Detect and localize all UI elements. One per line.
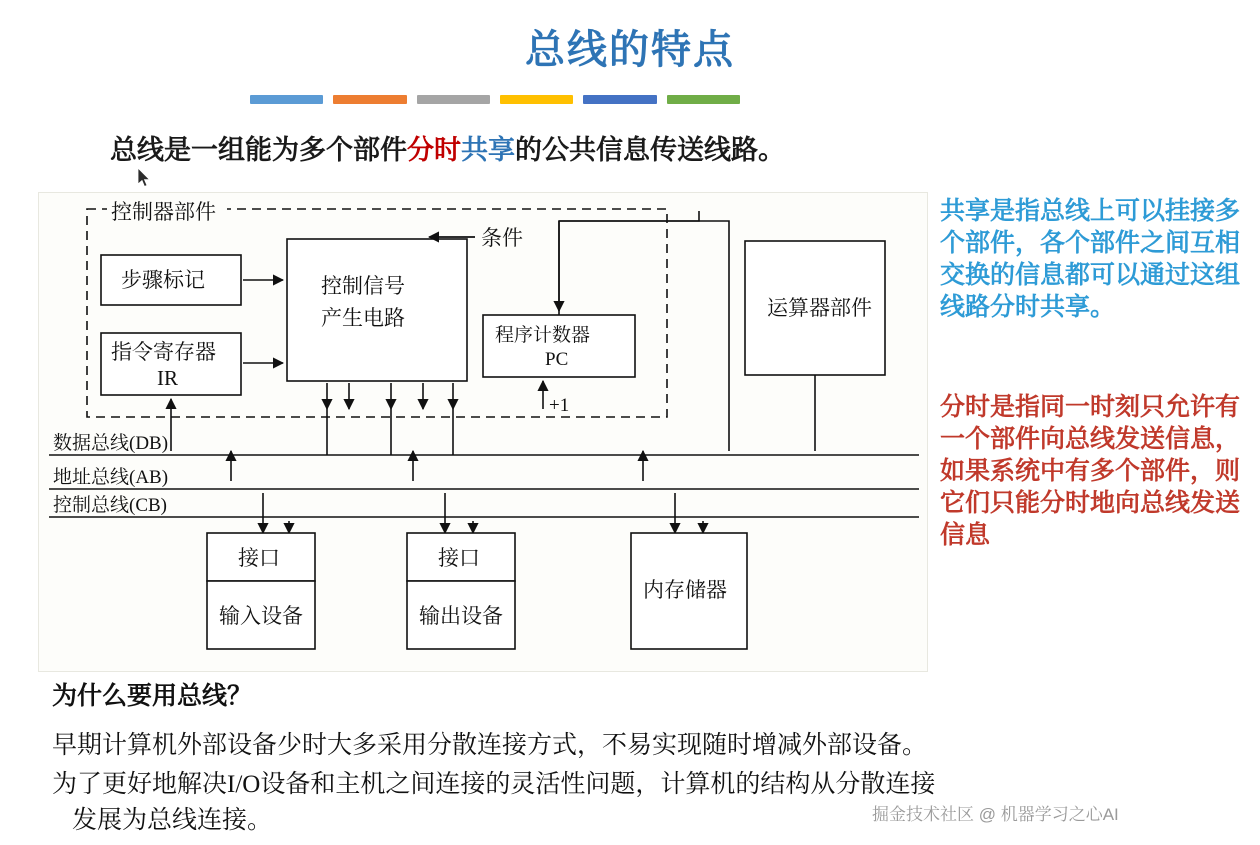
note-timeshare: 分时是指同一时刻只允许有一个部件向总线发送信息，如果系统中有多个部件，则它们只能分时地向总线发送信息 — [940, 394, 1241, 549]
mouse-cursor-icon — [138, 168, 152, 188]
lead-highlight-share: 共享 — [461, 135, 515, 165]
rule-bar-4 — [500, 95, 573, 104]
rule-bar-5 — [583, 95, 656, 104]
page-title: 总线的特点 — [525, 27, 735, 72]
box-step-marker-label: 步骤标记 — [121, 268, 205, 292]
box-input-device-label: 输入设备 — [219, 604, 303, 628]
lead-part1: 总线是一组能为多个部件 — [110, 135, 407, 165]
box-program-counter-label1: 程序计数器 — [495, 325, 591, 346]
box-control-signal-label1: 控制信号 — [321, 274, 405, 298]
note-share: 共享是指总线上可以挂接多个部件，各个部件之间互相交换的信息都可以通过这组线路分时共享。 — [940, 198, 1241, 321]
rule-bar-1 — [250, 95, 323, 104]
line-pc-feedback — [559, 211, 699, 315]
lead-highlight-timeshare: 分时 — [407, 135, 461, 165]
annotation-condition: 条件 — [481, 226, 523, 250]
box-control-signal-label2: 产生电路 — [321, 306, 405, 330]
bus-architecture-diagram — [38, 192, 928, 672]
box-instruction-register-label1: 指令寄存器 — [111, 340, 216, 364]
controller-group-label: 控制器部件 — [111, 200, 216, 224]
rule-bar-6 — [667, 95, 740, 104]
lead-part2: 的公共信息传送线路。 — [515, 135, 785, 165]
box-memory-label: 内存储器 — [643, 578, 727, 602]
box-instruction-register-label2: IR — [157, 366, 178, 390]
watermark: 掘金技术社区 @ 机器学习之心AI — [872, 805, 1119, 824]
annotation-plus-one: +1 — [549, 395, 570, 416]
bottom-paragraph-3: 发展为总线连接。 — [72, 807, 273, 834]
bus-label-address: 地址总线(AB) — [53, 467, 169, 488]
title-rule-bars — [250, 95, 740, 104]
rule-bar-3 — [417, 95, 490, 104]
box-output-device-label: 输出设备 — [419, 604, 503, 628]
bottom-paragraph-1: 早期计算机外部设备少时大多采用分散连接方式，不易实现随时增减外部设备。 — [52, 732, 928, 759]
box-interface-input-label: 接口 — [238, 546, 280, 570]
bottom-question: 为什么要用总线？ — [52, 683, 253, 710]
box-program-counter-label2: PC — [545, 349, 569, 370]
bus-label-control: 控制总线(CB) — [53, 495, 168, 516]
lead-sentence — [110, 128, 785, 167]
bus-label-data: 数据总线(DB) — [53, 433, 169, 454]
bottom-paragraph-2: 为了更好地解决I/O设备和主机之间连接的灵活性问题，计算机的结构从分散连接 — [52, 771, 936, 798]
box-alu-label: 运算器部件 — [767, 296, 872, 320]
box-interface-output-label: 接口 — [438, 546, 480, 570]
rule-bar-2 — [333, 95, 406, 104]
